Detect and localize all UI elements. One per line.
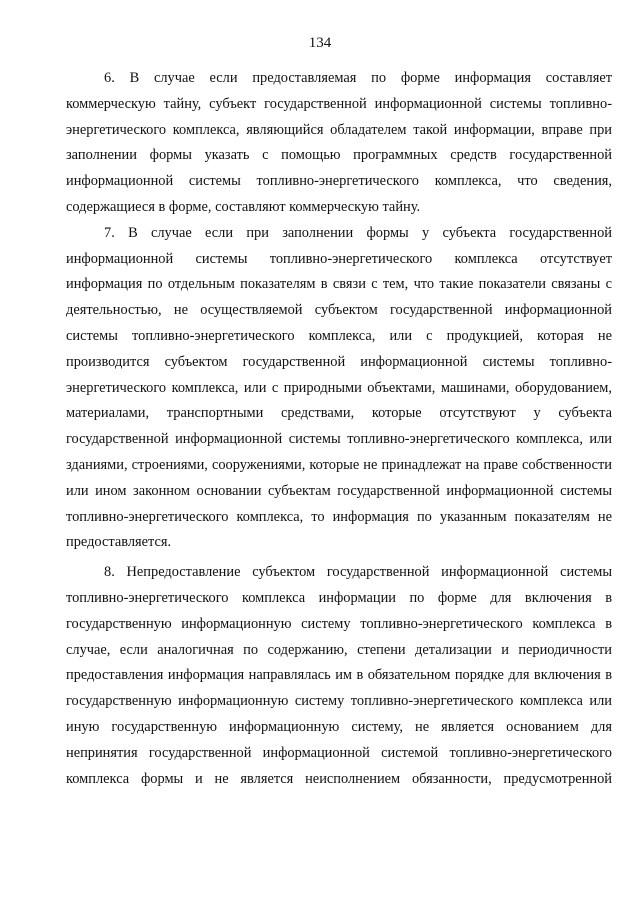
paragraph-7: 7. В случае если при заполнении формы у субъекта государственной информационной системы топливно-энергетического комплекса отсутствует информация по отдельным показателям в связи с тем, что такие показатели связаны с деятельностью, не осуществляемой субъектом государственной информационной системы топливно-энергетического комплекса, или с продукцией, которая не производится субъектом государственной информационной системы топливно-энергетического комплекса, или с природными объектами, машинами, оборудованием, материалами, транспортными средствами, которые отсутствуют у субъекта государственной информационной системы топливно-энергетического комплекса, или зданиями, строениями, сооружениями, которые не принадлежат на праве собственности или ином законном основании субъектам государственной информационной системы топливно-энергетического комплекса, то информация по указанным показателям не предоставляется. bbox=[66, 224, 612, 551]
paragraph-8: 8. Непредоставление субъектом государственной информационной системы топливно-энергетического комплекса информации по форме для включения в государственную информационную систему топливно-энергетического комплекса в случае, если аналогичная по содержанию, степени детализации и периодичности предоставления информация направлялась им в обязательном порядке для включения в государственную информационную систему топливно-энергетического комплекса или иную государственную информационную систему, не является основанием для непринятия государственной информационной системой топливно-энергетического комплекса формы и не является неисполнением обязанности, предусмотренной bbox=[66, 564, 612, 787]
paragraph-6: 6. В случае если предоставляемая по форме информация составляет коммерческую тайну, субъект государственной информационной системы топливно-энергетического комплекса, являющийся обладателем такой информации, вправе при заполнении формы указать с помощью программных средств государственной информационной системы топливно-энергетического комплекса, что сведения, содержащиеся в форме, составляют коммерческую тайну. bbox=[66, 70, 612, 215]
page-number: 134 bbox=[308, 35, 332, 51]
document-body bbox=[66, 66, 612, 792]
